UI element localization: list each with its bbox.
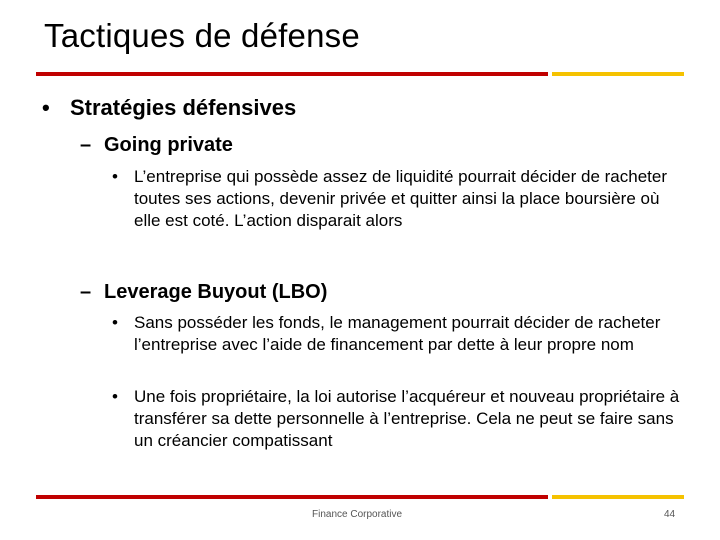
title-divider-red	[36, 72, 548, 76]
footer-text: Finance Corporative	[312, 509, 403, 520]
lbo-bullet-2	[112, 386, 682, 452]
level1-bullet-item	[42, 94, 296, 122]
section-heading-text: Going private	[104, 134, 233, 156]
bullet-text: Une fois propriétaire, la loi autorise l’acquéreur et nouveau propriétaire à transférer sa dette personnelle à l’entreprise. Cela ne peut se faire sans un créancier compatissant	[134, 387, 680, 450]
bullet-text: L’entreprise qui possède assez de liquidité pourrait décider de racheter toutes ses actions, devenir privée et quitter ainsi la place boursière où elle est coté. L’action disparait alors	[134, 167, 667, 230]
slide-title: Tactiques de défense	[44, 17, 360, 54]
lbo-bullet-1	[112, 312, 682, 356]
bullet-icon: •	[112, 313, 118, 332]
section-heading-lbo	[80, 279, 327, 305]
footer-divider-red	[36, 495, 548, 499]
title-divider-gold	[552, 72, 684, 76]
dash-icon: –	[80, 134, 92, 156]
bullet-text: Sans posséder les fonds, le management pourrait décider de racheter l’entreprise avec l’aide de financement par dette à leur propre nom	[134, 313, 661, 354]
bullet-icon: •	[42, 95, 50, 120]
section-heading-going-private	[80, 132, 233, 158]
level1-text: Stratégies défensives	[70, 95, 297, 120]
going-private-bullet	[112, 166, 682, 232]
dash-icon: –	[80, 281, 92, 303]
page-number: 44	[664, 509, 676, 520]
footer-divider-gold	[552, 495, 684, 499]
bullet-icon: •	[112, 387, 118, 406]
section-heading-text: Leverage Buyout (LBO)	[104, 281, 328, 303]
bullet-icon: •	[112, 167, 118, 186]
